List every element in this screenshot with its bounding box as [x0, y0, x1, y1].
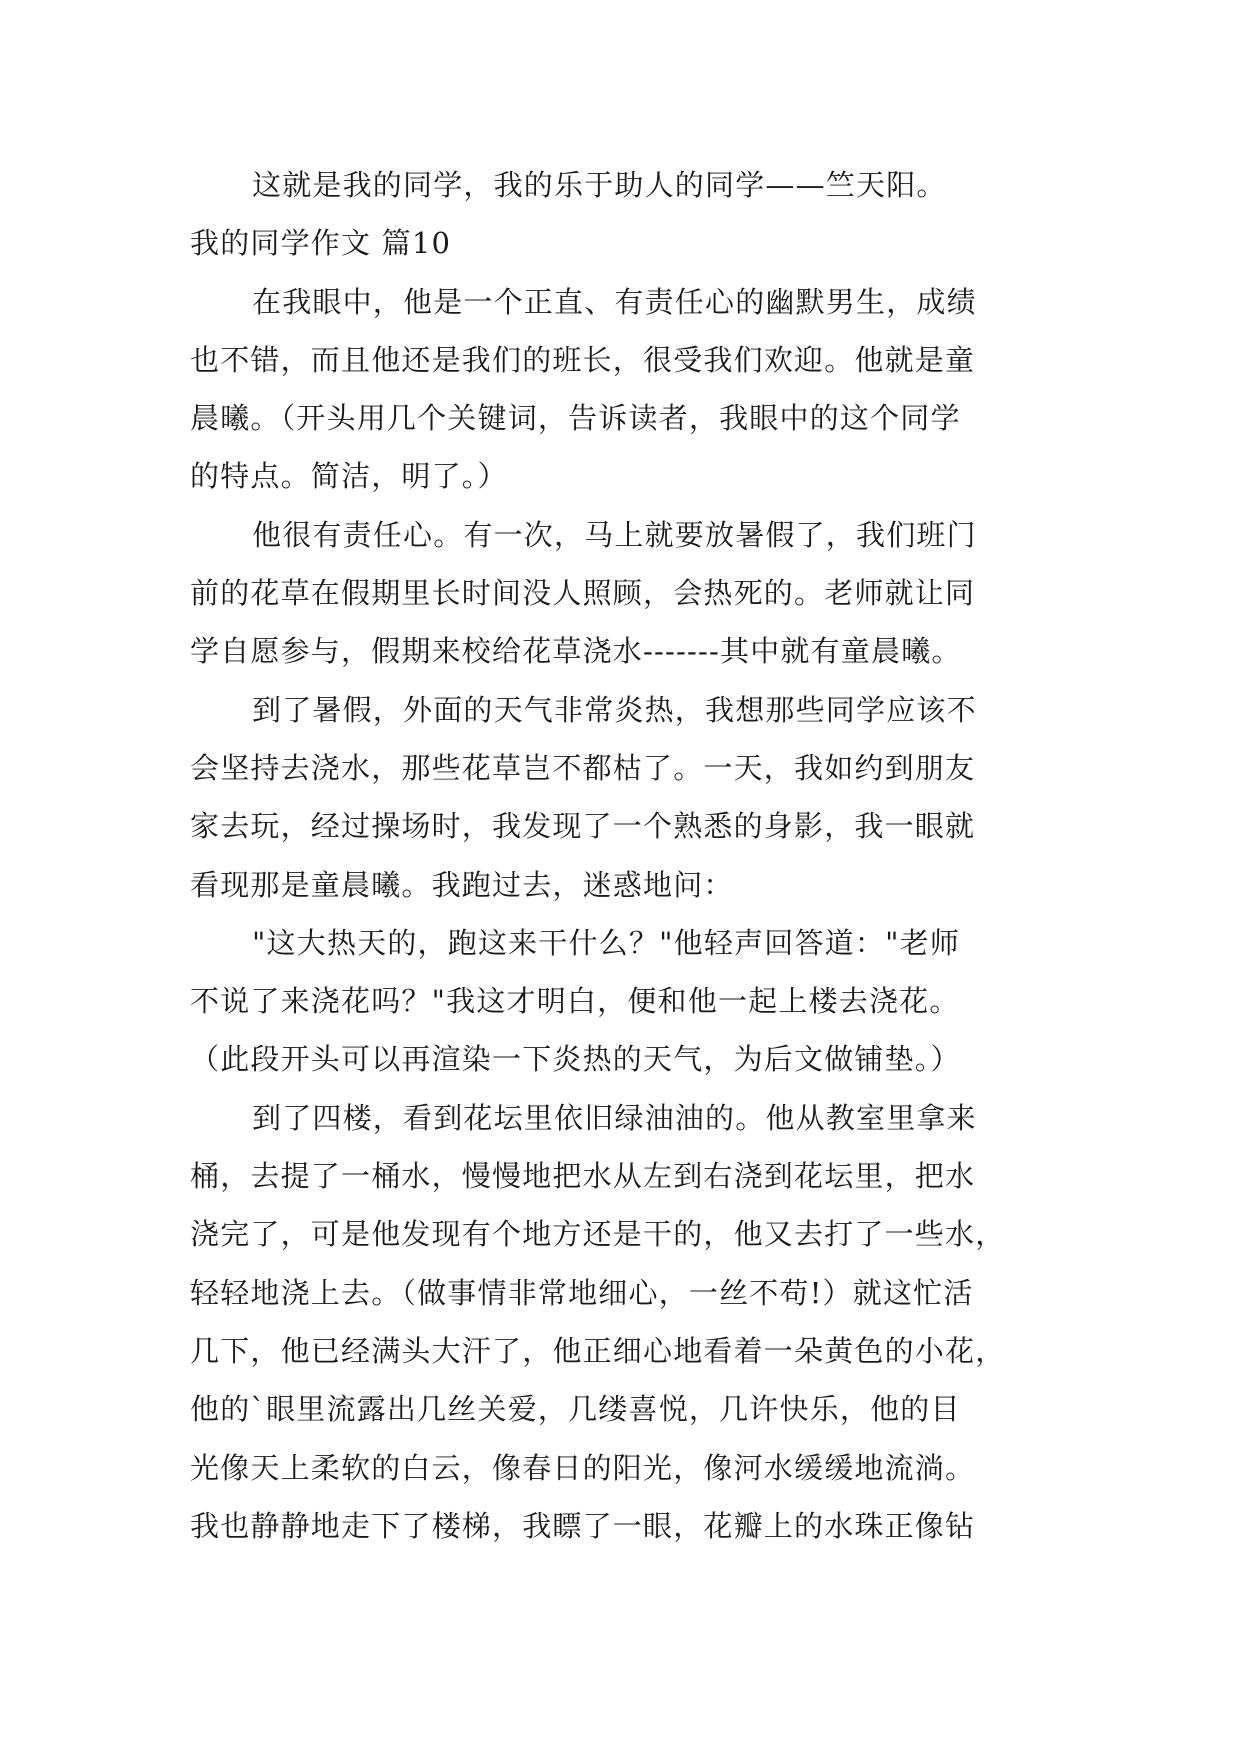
text-line: 到了暑假，外面的天气非常炎热，我想那些同学应该不 — [252, 692, 977, 727]
text-line: 浇完了，可是他发现有个地方还是干的，他又去打了一些水， — [190, 1217, 1006, 1252]
text-line: 这就是我的同学，我的乐于助人的同学——竺天阳。 — [252, 168, 947, 202]
text-line: 在我眼中，他是一个正直、有责任心的幽默男生，成绩 — [252, 284, 977, 319]
text-line: 看现那是童晨曦。我跑过去，迷惑地问： — [190, 867, 734, 902]
text-line: 轻轻地浇上去。（做事情非常地细心，一丝不苟!）就这忙活 — [190, 1275, 974, 1310]
text-line: 我也静静地走下了楼梯，我瞟了一眼，花瓣上的水珠正像钻 — [190, 1508, 976, 1543]
text-line: 学自愿参与，假期来校给花草浇水-------其中就有童晨曦。 — [190, 634, 962, 669]
text-line: 也不错，而且他还是我们的班长，很受我们欢迎。他就是童 — [190, 342, 976, 377]
text-line: 不说了来浇花吗？"我这才明白，便和他一起上楼去浇花。 — [190, 984, 960, 1019]
text-line: "这大热天的，跑这来干什么？"他轻声回答道："老师 — [252, 925, 961, 960]
text-line: 他的`眼里流露出几丝关爱，几缕喜悦，几许快乐，他的目 — [190, 1392, 961, 1427]
text-line: 几下，他已经满头大汗了，他正细心地看着一朵黄色的小花， — [190, 1333, 1006, 1368]
text-line: 的特点。简洁，明了。） — [190, 459, 508, 494]
essay-heading: 我的同学作文 篇10 — [190, 226, 452, 261]
text-line: 光像天上柔软的白云，像春日的阳光，像河水缓缓地流淌。 — [190, 1450, 976, 1485]
text-line: 到了四楼，看到花坛里依旧绿油油的。他从教室里拿来 — [252, 1100, 977, 1135]
text-line: 家去玩，经过操场时，我发现了一个熟悉的身影，我一眼就 — [190, 809, 976, 844]
text-line: 前的花草在假期里长时间没人照顾，会热死的。老师就让同 — [190, 576, 976, 611]
text-line: （此段开头可以再渲染一下炎热的天气，为后文做铺垫。） — [190, 1042, 961, 1077]
text-line: 晨曦。（开头用几个关键词，告诉读者，我眼中的这个同学 — [190, 401, 961, 436]
text-line: 会坚持去浇水，那些花草岂不都枯了。一天，我如约到朋友 — [190, 750, 976, 785]
text-line: 桶，去提了一桶水，慢慢地把水从左到右浇到花坛里，把水 — [190, 1159, 976, 1194]
text-line: 他很有责任心。有一次，马上就要放暑假了，我们班门 — [252, 517, 977, 552]
essay-body — [190, 156, 1070, 1555]
